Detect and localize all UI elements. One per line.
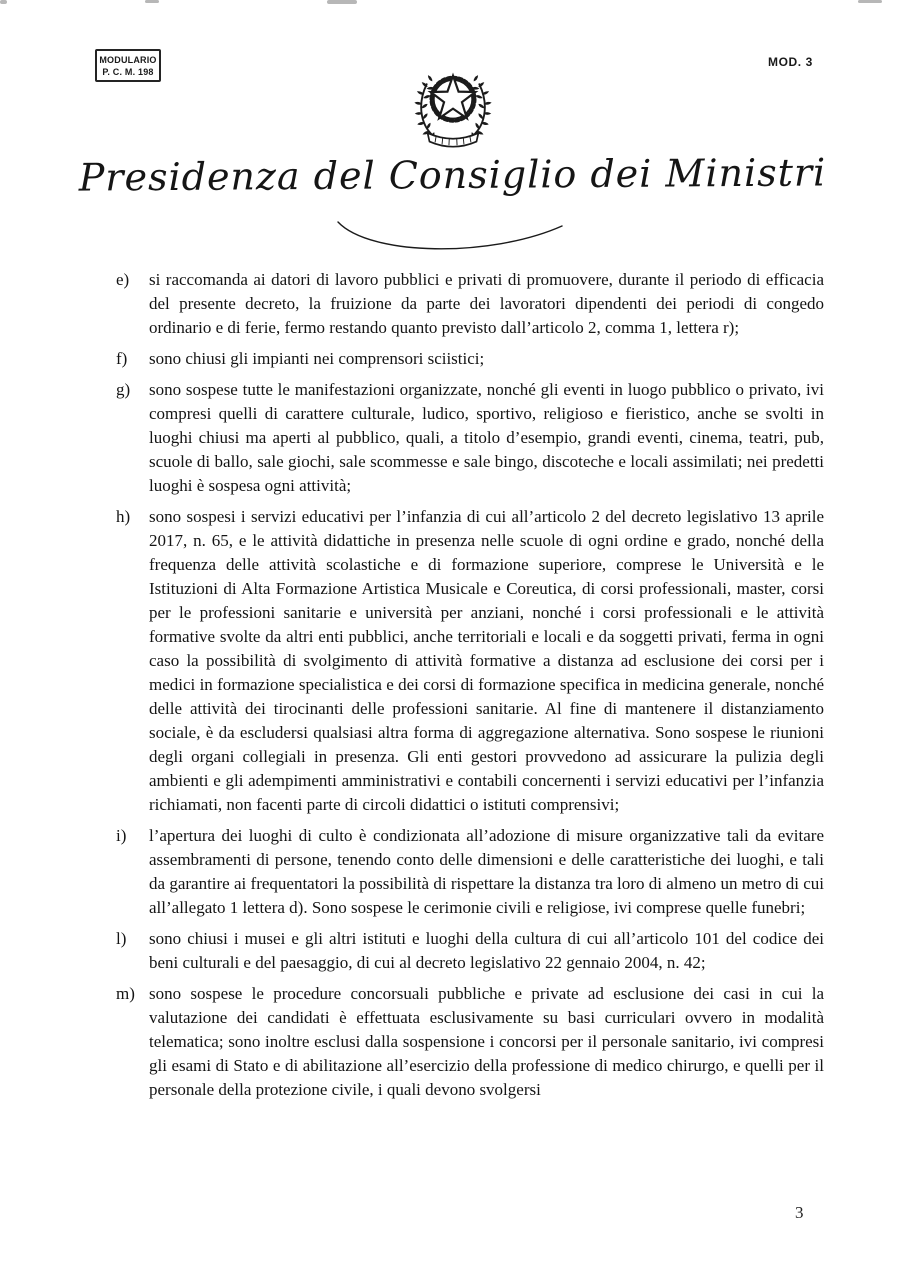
- modulario-stamp: [95, 49, 161, 82]
- item-text: sono chiusi gli impianti nei comprensori sciistici;: [149, 349, 485, 368]
- item-text: si raccomanda ai datori di lavoro pubblici e privati di promuovere, durante il periodo di efficacia del presente decreto, la fruizione da parte dei lavoratori dipendenti dei periodi di congedo ordinario e di ferie, fermo restando quanto previsto dall’articolo 2, comma 1, lettera r);: [149, 270, 824, 337]
- scan-smudge: [858, 0, 882, 3]
- item-text: sono chiusi i musei e gli altri istituti e luoghi della cultura di cui all’articolo 101 del codice dei beni culturali e del paesaggio, di cui al decreto legislativo 22 gennaio 2004, n. 42;: [149, 929, 824, 972]
- item-label: e): [116, 270, 130, 289]
- page-number: 3: [795, 1203, 804, 1222]
- item-label: i): [116, 826, 127, 845]
- decree-items: [116, 268, 824, 1109]
- item-text: l’apertura dei luoghi di culto è condizionata all’adozione di misure organizzative tali da evitare assembramenti di persone, tenendo conto delle dimensioni e delle caratteristiche dei luoghi, e tali da garantire ai frequentatori la possibilità di rispettare la distanza tra loro di almeno un metro di cui all’allegato 1 lettera d). Sono sospese le cerimonie civili e religiose, ivi comprese quelle funebri;: [149, 826, 824, 917]
- scan-smudge: [327, 0, 357, 4]
- mod-number-label: MOD. 3: [768, 55, 813, 69]
- item-label: l): [116, 929, 127, 948]
- letterhead-flourish-icon: [330, 220, 570, 262]
- modulario-stamp-line2: P. C. M. 198: [102, 67, 154, 77]
- italian-republic-emblem-icon: [406, 55, 500, 151]
- letterhead-title: Presidenza del Consiglio dei Ministri: [78, 150, 827, 200]
- decree-item-g: [116, 378, 824, 498]
- decree-item-l: [116, 927, 824, 975]
- item-label: f): [116, 349, 128, 368]
- item-text: sono sospese le procedure concorsuali pubbliche e private ad esclusione dei casi in cui la valutazione dei candidati è effettuata esclusivamente su basi curriculari ovvero in modalità telematica; sono inoltre esclusi dalla sospensione i concorsi per il personale sanitario, ivi compresi gli esami di Stato e di abilitazione all’esercizio della professione di medico chirurgo, e quelli per il personale della protezione civile, i quali devono svolgersi: [149, 984, 824, 1099]
- scan-smudge: [145, 0, 159, 3]
- item-text: sono sospesi i servizi educativi per l’infanzia di cui all’articolo 2 del decreto legislativo 13 aprile 2017, n. 65, e le attività didattiche in presenza nelle scuole di ogni ordine e grado, nonché della frequenza delle attività scolastiche e di formazione superiore, comprese le Università e le Istituzioni di Alta Formazione Artistica Musicale e Coreutica, di corsi professionali, master, corsi per le professioni sanitarie e università per anziani, nonché i corsi professionali e le attività formative svolte da altri enti pubblici, anche territoriali e locali e da soggetti privati, ferma in ogni caso la possibilità di svolgimento di attività formative a distanza ad esclusione dei corsi per i medici in formazione specialistica e dei corsi di formazione specifica in medicina generale, nonché delle attività dei tirocinanti delle professioni sanitarie. Al fine di mantenere il distanziamento sociale, è da escludersi qualsiasi altra forma di aggregazione alternativa. Sono sospese le riunioni degli organi collegiali in presenza. Gli enti gestori provvedono ad assicurare la pulizia degli ambienti e gli adempimenti amministrativi e contabili concernenti i servizi educativi per l’infanzia richiamati, non facenti parte di circoli didattici o istituti comprensivi;: [149, 507, 824, 814]
- modulario-stamp-line1: MODULARIO: [99, 55, 157, 65]
- decree-item-i: [116, 824, 824, 920]
- decree-item-m: [116, 982, 824, 1102]
- decree-item-e: [116, 268, 824, 340]
- item-label: g): [116, 380, 131, 399]
- decree-item-f: [116, 347, 824, 371]
- item-label: h): [116, 507, 131, 526]
- decree-item-h: [116, 505, 824, 817]
- item-text: sono sospese tutte le manifestazioni organizzate, nonché gli eventi in luogo pubblico o privato, ivi compresi quelli di carattere culturale, ludico, sportivo, religioso e fieristico, anche se svolti in luoghi chiusi ma aperti al pubblico, quali, a titolo d’esempio, grandi eventi, cinema, teatri, pub, scuole di ballo, sale giochi, sale scommesse e sale bingo, discoteche e locali assimilati; nei predetti luoghi è sospesa ogni attività;: [149, 380, 824, 495]
- item-label: m): [116, 984, 135, 1003]
- scan-smudge: [0, 0, 7, 4]
